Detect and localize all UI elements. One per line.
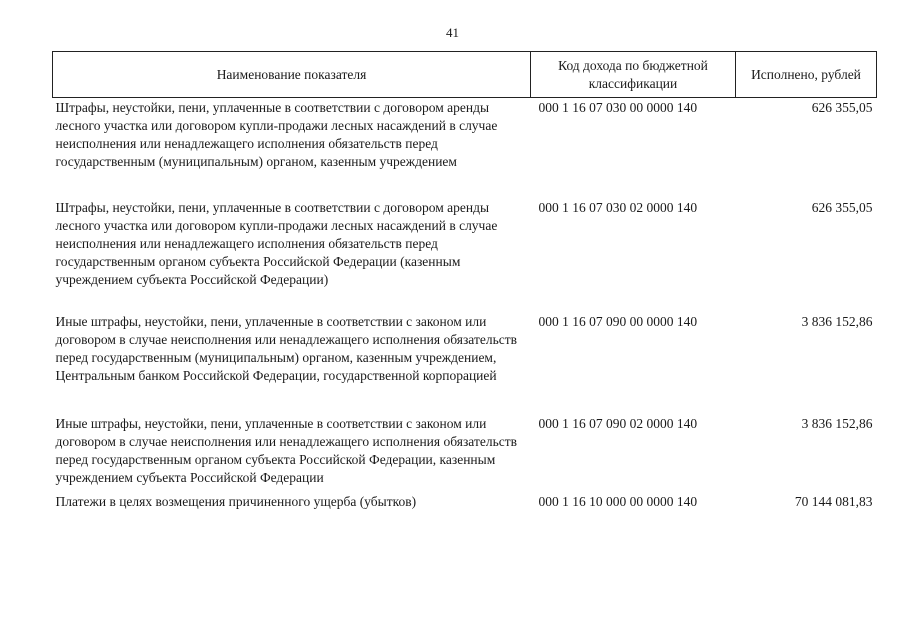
table-row <box>53 199 877 313</box>
executed-amount-cell: 626 355,05 <box>811 100 873 115</box>
indicator-name-cell: Иные штрафы, неустойки, пени, уплаченные в соответствии с законом или договором в случае неисполнения или ненадлежащего исполнения обязательств перед государственным (муниципальным) органом, казенным учреждением, Центральным банком Российской Федерации, государственной корпорацией <box>55 314 517 383</box>
table-row <box>53 313 877 415</box>
executed-amount-cell: 3 836 152,86 <box>801 416 873 431</box>
revenue-code-cell: 000 1 16 10 000 00 0000 140 <box>538 494 698 509</box>
revenue-code-cell: 000 1 16 07 030 02 0000 140 <box>538 200 698 215</box>
revenue-code-cell: 000 1 16 07 030 00 0000 140 <box>538 100 698 115</box>
header-revenue-code: Код дохода по бюджетной классификации <box>531 52 736 98</box>
table-body <box>53 98 877 518</box>
indicator-name-cell: Штрафы, неустойки, пени, уплаченные в соответствии с договором аренды лесного участка или договором купли-продажи лесных насаждений в случае неисполнения или ненадлежащего исполнения обязательств перед государственным (муниципальным) органом, казенным учреждением <box>55 100 498 169</box>
table-row <box>53 98 877 200</box>
indicator-name-cell: Платежи в целях возмещения причиненного ущерба (убытков) <box>55 494 417 509</box>
indicator-name-cell: Штрафы, неустойки, пени, уплаченные в соответствии с договором аренды лесного участка или договором купли-продажи лесных насаждений в случае неисполнения или ненадлежащего исполнения обязательств перед государственным органом субъекта Российской Федерации (казенным учреждением субъекта Российской Федерации) <box>55 200 498 287</box>
revenue-code-cell: 000 1 16 07 090 02 0000 140 <box>538 416 698 431</box>
header-executed-amount: Исполнено, рублей <box>736 52 877 98</box>
executed-amount-cell: 626 355,05 <box>811 200 873 215</box>
executed-amount-cell: 3 836 152,86 <box>801 314 873 329</box>
revenue-table <box>52 51 877 517</box>
table-header <box>53 52 877 98</box>
revenue-code-cell: 000 1 16 07 090 00 0000 140 <box>538 314 698 329</box>
page-number: 41 <box>446 25 459 40</box>
header-indicator-name: Наименование показателя <box>53 52 531 98</box>
table-row <box>53 493 877 517</box>
executed-amount-cell: 70 144 081,83 <box>794 494 873 509</box>
indicator-name-cell: Иные штрафы, неустойки, пени, уплаченные в соответствии с законом или договором в случае неисполнения или ненадлежащего исполнения обязательств перед государственным органом субъекта Российской Федерации, казенным учреждением субъекта Российской Федерации <box>55 416 517 485</box>
table-row <box>53 415 877 493</box>
header-row <box>53 52 877 98</box>
